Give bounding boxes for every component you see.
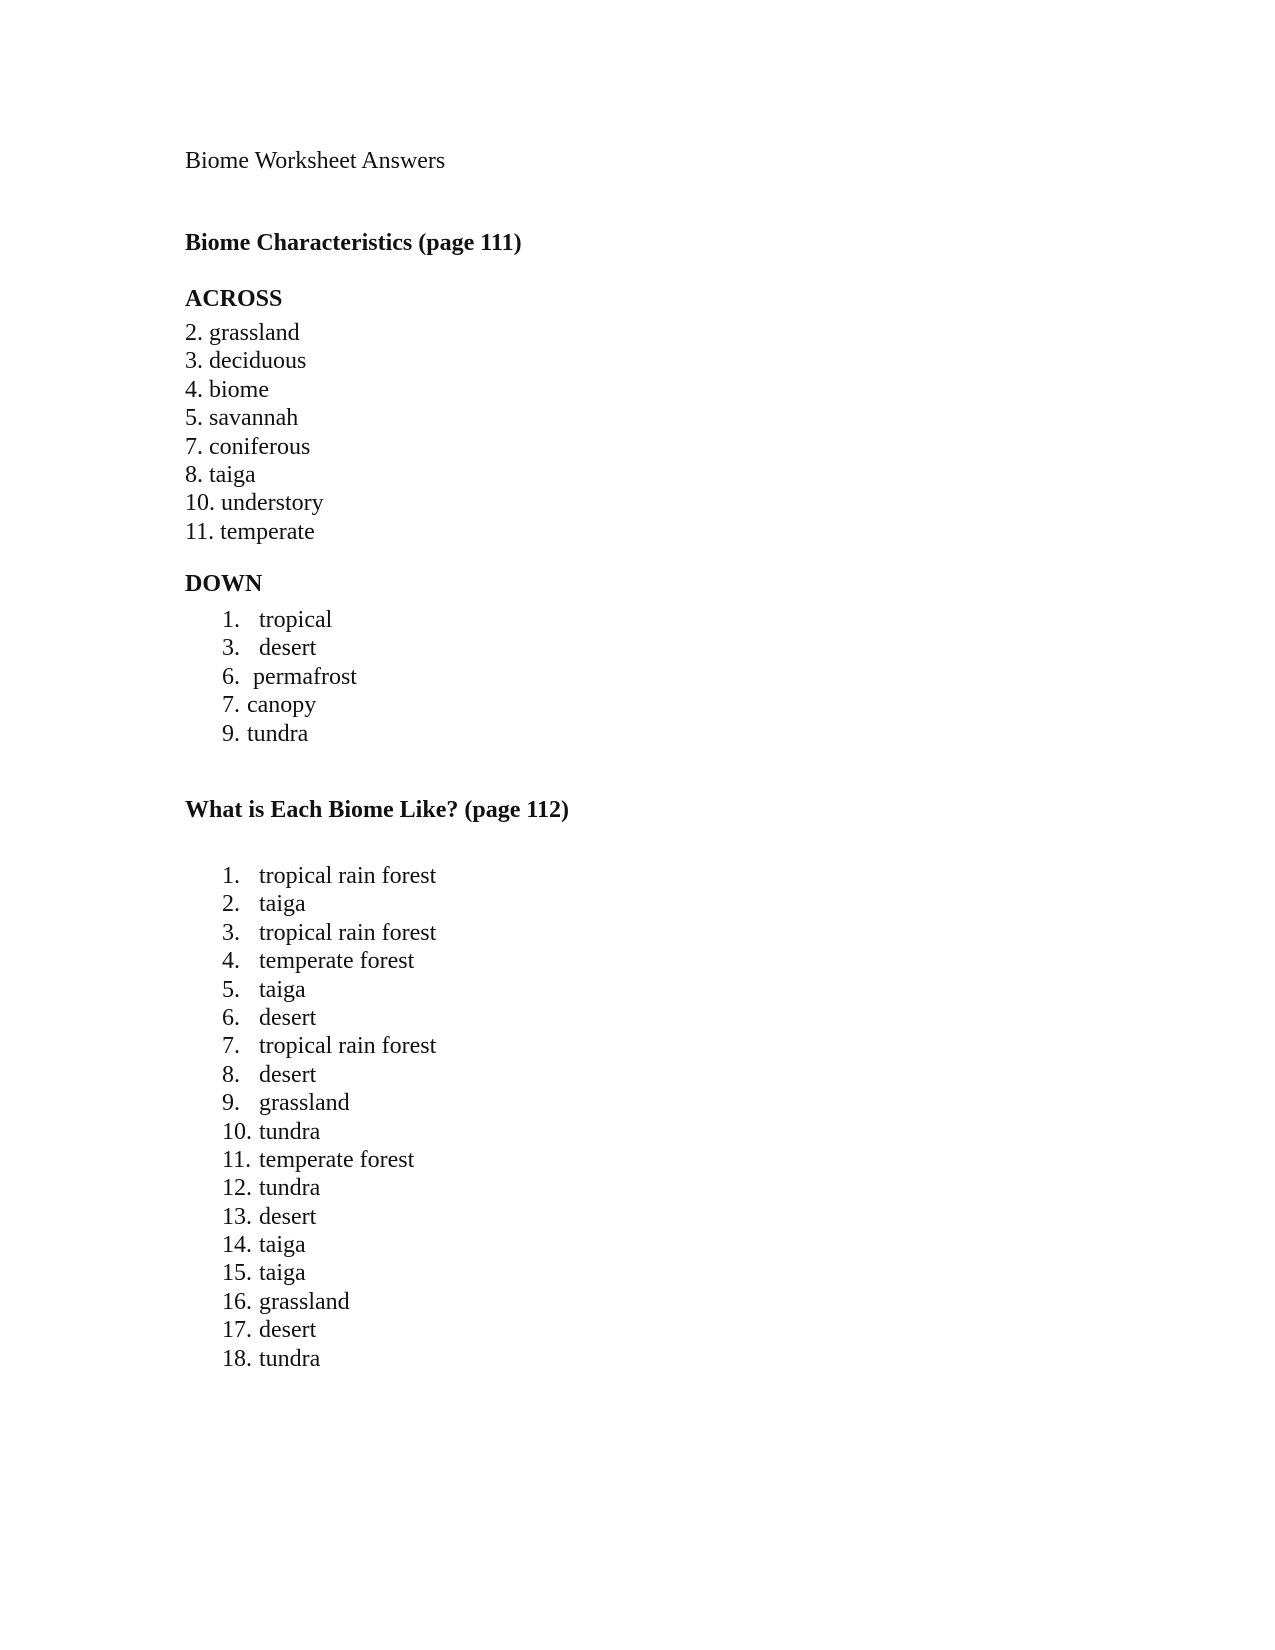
list-item	[222, 1146, 436, 1174]
item-answer: coniferous	[209, 433, 311, 460]
across-answers-list	[185, 319, 324, 546]
list-item	[222, 1118, 436, 1146]
item-answer: taiga	[259, 1232, 306, 1259]
list-item	[185, 518, 324, 546]
list-item	[222, 1174, 436, 1202]
item-answer: permafrost	[253, 663, 357, 690]
list-item	[222, 1089, 436, 1117]
item-answer: taiga	[259, 976, 306, 1003]
list-item	[222, 634, 357, 662]
list-item	[222, 1061, 436, 1089]
item-number: 1.	[222, 607, 240, 633]
item-number: 17.	[222, 1317, 252, 1344]
item-number: 7.	[222, 1033, 240, 1060]
item-number: 8.	[185, 461, 203, 488]
list-item	[222, 1288, 436, 1316]
across-heading: ACROSS	[185, 286, 283, 312]
list-item	[185, 376, 324, 404]
list-item	[222, 862, 436, 890]
list-item	[222, 691, 357, 719]
list-item	[222, 976, 436, 1004]
item-answer: temperate	[220, 518, 315, 545]
item-number: 7.	[222, 692, 240, 719]
item-number: 6.	[222, 663, 240, 690]
list-item	[222, 720, 357, 748]
item-answer: savannah	[209, 405, 299, 432]
list-item	[185, 461, 324, 489]
item-number: 11.	[222, 1146, 252, 1173]
list-item	[185, 404, 324, 432]
list-item	[185, 319, 324, 347]
list-item	[222, 947, 436, 975]
list-item	[222, 1259, 436, 1287]
item-answer: desert	[259, 1061, 317, 1088]
item-answer: tundra	[259, 1175, 321, 1202]
item-answer: biome	[209, 376, 269, 403]
item-answer: tundra	[247, 720, 309, 747]
item-answer: desert	[259, 1004, 317, 1031]
item-answer: desert	[259, 1203, 317, 1230]
item-answer: grassland	[259, 1288, 350, 1315]
item-answer: grassland	[209, 320, 300, 346]
item-number: 5.	[185, 405, 203, 432]
item-number: 10.	[222, 1118, 252, 1145]
item-number: 10.	[185, 490, 215, 517]
item-number: 18.	[222, 1345, 252, 1372]
item-answer: desert	[259, 635, 317, 662]
item-number: 3.	[185, 348, 203, 375]
item-number: 7.	[185, 433, 203, 460]
item-number: 16.	[222, 1288, 252, 1315]
item-answer: deciduous	[209, 348, 307, 375]
section-heading-what-is-each-biome-like: What is Each Biome Like? (page 112)	[185, 797, 570, 823]
item-answer: tundra	[259, 1345, 321, 1372]
item-answer: tundra	[259, 1118, 321, 1145]
list-item	[222, 919, 436, 947]
list-item	[185, 489, 324, 517]
item-answer: taiga	[259, 891, 306, 918]
item-number: 5.	[222, 976, 240, 1003]
item-answer: canopy	[247, 692, 317, 719]
item-number: 2.	[222, 891, 240, 918]
item-number: 14.	[222, 1232, 252, 1259]
document-title: Biome Worksheet Answers	[185, 148, 446, 174]
list-item	[222, 1316, 436, 1344]
item-answer: tropical rain forest	[259, 1033, 437, 1060]
item-answer: taiga	[259, 1260, 306, 1287]
list-item	[222, 1345, 436, 1373]
list-item	[185, 347, 324, 375]
item-number: 15.	[222, 1260, 252, 1287]
list-item	[222, 1203, 436, 1231]
item-answer: grassland	[259, 1090, 350, 1117]
item-number: 9.	[222, 720, 240, 747]
biome-answers-list	[222, 862, 436, 1373]
item-number: 1.	[222, 863, 240, 889]
item-number: 2.	[185, 320, 203, 346]
list-item	[185, 433, 324, 461]
list-item	[222, 1004, 436, 1032]
item-answer: tropical rain forest	[259, 863, 437, 889]
list-item	[222, 663, 357, 691]
item-answer: desert	[259, 1317, 317, 1344]
item-answer: temperate forest	[259, 948, 415, 975]
list-item	[222, 1231, 436, 1259]
list-item	[222, 890, 436, 918]
list-item	[222, 1032, 436, 1060]
item-answer: understory	[221, 490, 324, 517]
item-number: 4.	[185, 376, 203, 403]
down-answers-list	[222, 606, 357, 748]
item-number: 3.	[222, 919, 240, 946]
item-number: 13.	[222, 1203, 252, 1230]
item-number: 3.	[222, 635, 240, 662]
item-answer: temperate forest	[259, 1146, 415, 1173]
list-item	[222, 606, 357, 634]
item-answer: taiga	[209, 461, 256, 488]
item-number: 12.	[222, 1175, 252, 1202]
item-answer: tropical rain forest	[259, 919, 437, 946]
item-number: 9.	[222, 1090, 240, 1117]
down-heading: DOWN	[185, 571, 263, 597]
item-number: 8.	[222, 1061, 240, 1088]
item-number: 6.	[222, 1004, 240, 1031]
section-heading-biome-characteristics: Biome Characteristics (page 111)	[185, 230, 522, 256]
item-number: 4.	[222, 948, 240, 975]
item-number: 11.	[185, 518, 215, 545]
item-answer: tropical	[259, 607, 333, 633]
